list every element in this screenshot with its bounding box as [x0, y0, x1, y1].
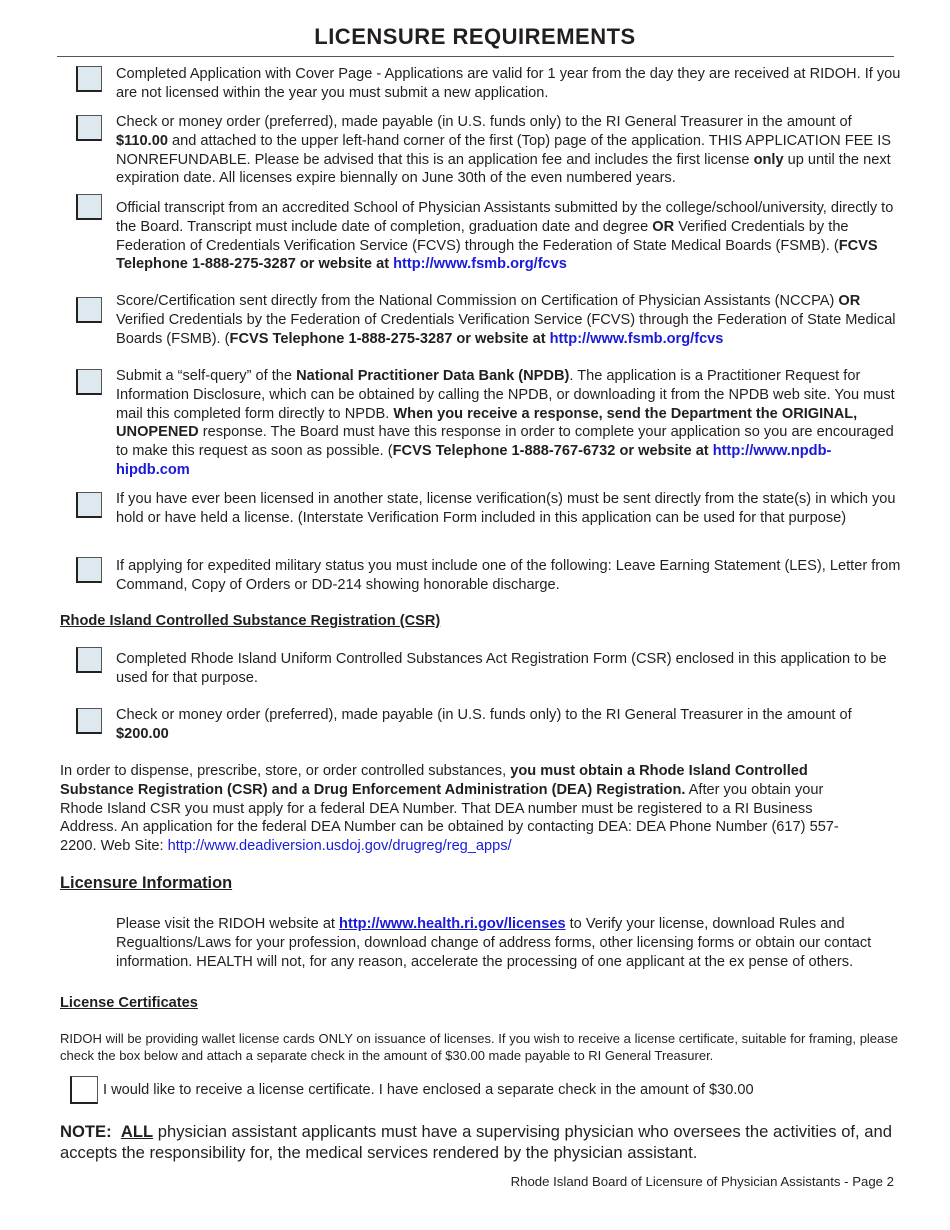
ridoh-licenses-link[interactable]: http://www.health.ri.gov/licenses	[339, 916, 566, 932]
requirement-text: Check or money order (preferred), made payable (in U.S. funds only) to the RI General Treasurer in the amount of	[116, 114, 852, 130]
requirement-csr-form	[116, 650, 902, 688]
npdb-phone: FCVS Telephone 1-888-767-6732 or website at	[392, 443, 713, 460]
license-certificates-heading: License Certificates	[60, 995, 198, 1011]
original-unopened-emphasis: When you receive a response, send the Department the ORIGINAL, UNOPENED	[116, 405, 858, 441]
checkbox-csr-form[interactable]	[76, 647, 102, 673]
certificate-checkbox[interactable]	[70, 1076, 98, 1104]
licensure-info-text	[116, 915, 876, 971]
paragraph-text: Please visit the RIDOH website at	[116, 916, 340, 932]
requirement-text: Verified Credentials by the Federation of Credentials Verification Service (FCVS) through the Federation of State Medical Boards (FSMB). (	[116, 218, 849, 254]
csr-heading: Rhode Island Controlled Substance Registration (CSR)	[60, 613, 441, 629]
page-footer: Rhode Island Board of Licensure of Physician Assistants - Page 2	[510, 1174, 894, 1189]
fcvs-phone: FCVS Telephone 1-888-275-3287 or website at	[116, 237, 878, 273]
note-label: NOTE:	[60, 1122, 112, 1141]
requirement-text: up until the next expiration date. All licenses expire biennally on June 30th of the even numbered years.	[116, 151, 891, 187]
page-title: LICENSURE REQUIREMENTS	[314, 24, 636, 49]
requirement-text: Score/Certification sent directly from the National Commission on Certification of Physician Assistants (NCCPA)	[116, 293, 839, 309]
csr-fee-amount: $200.00	[116, 725, 169, 742]
requirement-npdb	[116, 367, 902, 480]
checkbox-transcript[interactable]	[76, 194, 102, 220]
fsmb-link[interactable]: http://www.fsmb.org/fcvs	[393, 256, 567, 273]
licensure-info-heading: Licensure Information	[60, 874, 233, 892]
requirement-text: Submit a “self-query” of the	[116, 368, 297, 384]
checkbox-nccpa[interactable]	[76, 297, 102, 323]
npdb-name: National Practitioner Data Bank (NPDB)	[296, 368, 570, 384]
certificates-text: RIDOH will be providing wallet license cards ONLY on issuance of licenses. If you wish to receive a license certificate, suitable for framing, please check the box below and attach a separate check in the amount of $30.00 made payable to RI General Treasurer.	[60, 1031, 898, 1063]
requirement-csr-fee	[116, 706, 902, 744]
checkbox-verification[interactable]	[76, 492, 102, 518]
requirement-military	[116, 557, 902, 595]
requirement-text: Verified Credentials by the Federation of Credentials Verification Service (FCVS) through the Federation of State Medical Boards (FSMB). (	[116, 311, 896, 347]
requirement-text: If applying for expedited military status you must include one of the following: Leave Earning Statement (LES), Letter from Command, Copy of Orders or DD-214 showing honorable discharge.	[116, 558, 901, 593]
dea-paragraph	[60, 762, 850, 856]
supervision-note	[60, 1122, 900, 1163]
only-emphasis: only	[753, 151, 784, 168]
requirement-fee	[116, 113, 902, 188]
requirement-text: If you have ever been licensed in another state, license verification(s) must be sent directly from the state(s) in which you hold or have held a license. (Interstate Verification Form included in this application can be used for that purpose)	[116, 491, 896, 526]
all-emphasis: ALL	[120, 1122, 154, 1141]
requirement-text: Completed Application with Cover Page - Applications are valid for 1 year from the day they are received at RIDOH. If you are not licensed within the year you must submit a new application.	[116, 66, 901, 101]
npdb-link[interactable]: http://www.npdb-hipdb.com	[116, 443, 832, 478]
paragraph-text: to Verify your license, download Rules and Regualtions/Laws for your profession, download change of address forms, other licensing forms or obtain our contact information. HEALTH will not, for any reason, accelerate the processing of one applicant at the ex pense of others.	[116, 916, 872, 970]
checkbox-military[interactable]	[76, 557, 102, 583]
checkbox-npdb[interactable]	[76, 369, 102, 395]
checkbox-fee[interactable]	[76, 115, 102, 141]
or-emphasis: OR	[838, 293, 861, 309]
dea-link[interactable]: http://www.deadiversion.usdoj.gov/drugreg/reg_apps/	[167, 838, 512, 855]
requirement-text: Completed Rhode Island Uniform Controlled Substances Act Registration Form (CSR) enclosed in this application to be used for that purpose.	[116, 651, 887, 686]
requirement-transcript	[116, 199, 902, 274]
requirement-text: Official transcript from an accredited School of Physician Assistants submitted by the college/school/university, directly to the Board. Transcript must include date of completion, graduation date and degree	[116, 200, 894, 235]
note-text: physician assistant applicants must have a supervising physician who oversees the activities of, and accepts the responsibility for, the medical services rendered by the physician assistant.	[60, 1122, 892, 1162]
fcvs-phone: FCVS Telephone 1-888-275-3287 or website at	[229, 330, 550, 347]
requirement-nccpa	[116, 292, 902, 348]
requirement-text: Check or money order (preferred), made payable (in U.S. funds only) to the RI General Treasurer in the amount of	[116, 707, 852, 723]
checkbox-csr-fee[interactable]	[76, 708, 102, 734]
paragraph-text: After you obtain your Rhode Island CSR you must apply for a federal DEA Number. That DEA number must be registered to a RI Business Address. An application for the federal DEA Number can be obtained by contacting DEA: DEA Phone Number (617) 557-2200. Web Site:	[60, 781, 839, 855]
csr-dea-emphasis: you must obtain a Rhode Island Controlled Substance Registration (CSR) and a Drug Enforcement Administration (DEA) Registration.	[60, 763, 808, 798]
requirement-application	[116, 65, 902, 103]
requirement-verification	[116, 490, 902, 528]
fee-amount: $110.00	[116, 132, 168, 149]
fsmb-link[interactable]: http://www.fsmb.org/fcvs	[549, 330, 724, 347]
requirement-text: . The application is a Practitioner Request for Information Disclosure, which can be obtained by calling the NPDB, or downloading it from the NPDB web site. You must mail this completed form directly to NPDB.	[116, 368, 895, 422]
or-emphasis: OR	[652, 218, 675, 235]
certificate-checkbox-label: I would like to receive a license certificate. I have enclosed a separate check in the amount of $30.00	[103, 1082, 754, 1098]
requirement-text: response. The Board must have this response in order to complete your application so you are encouraged to make this request as soon as possible. (	[116, 424, 894, 460]
title-divider	[57, 56, 894, 57]
paragraph-text: In order to dispense, prescribe, store, or order controlled substances,	[60, 763, 511, 779]
checkbox-application[interactable]	[76, 66, 102, 92]
requirement-text: and attached to the upper left-hand corner of the first (Top) page of the application. THIS APPLICATION FEE IS NONREFUNDABLE. Please be advised that this is an application fee and includes the first license	[116, 132, 892, 168]
